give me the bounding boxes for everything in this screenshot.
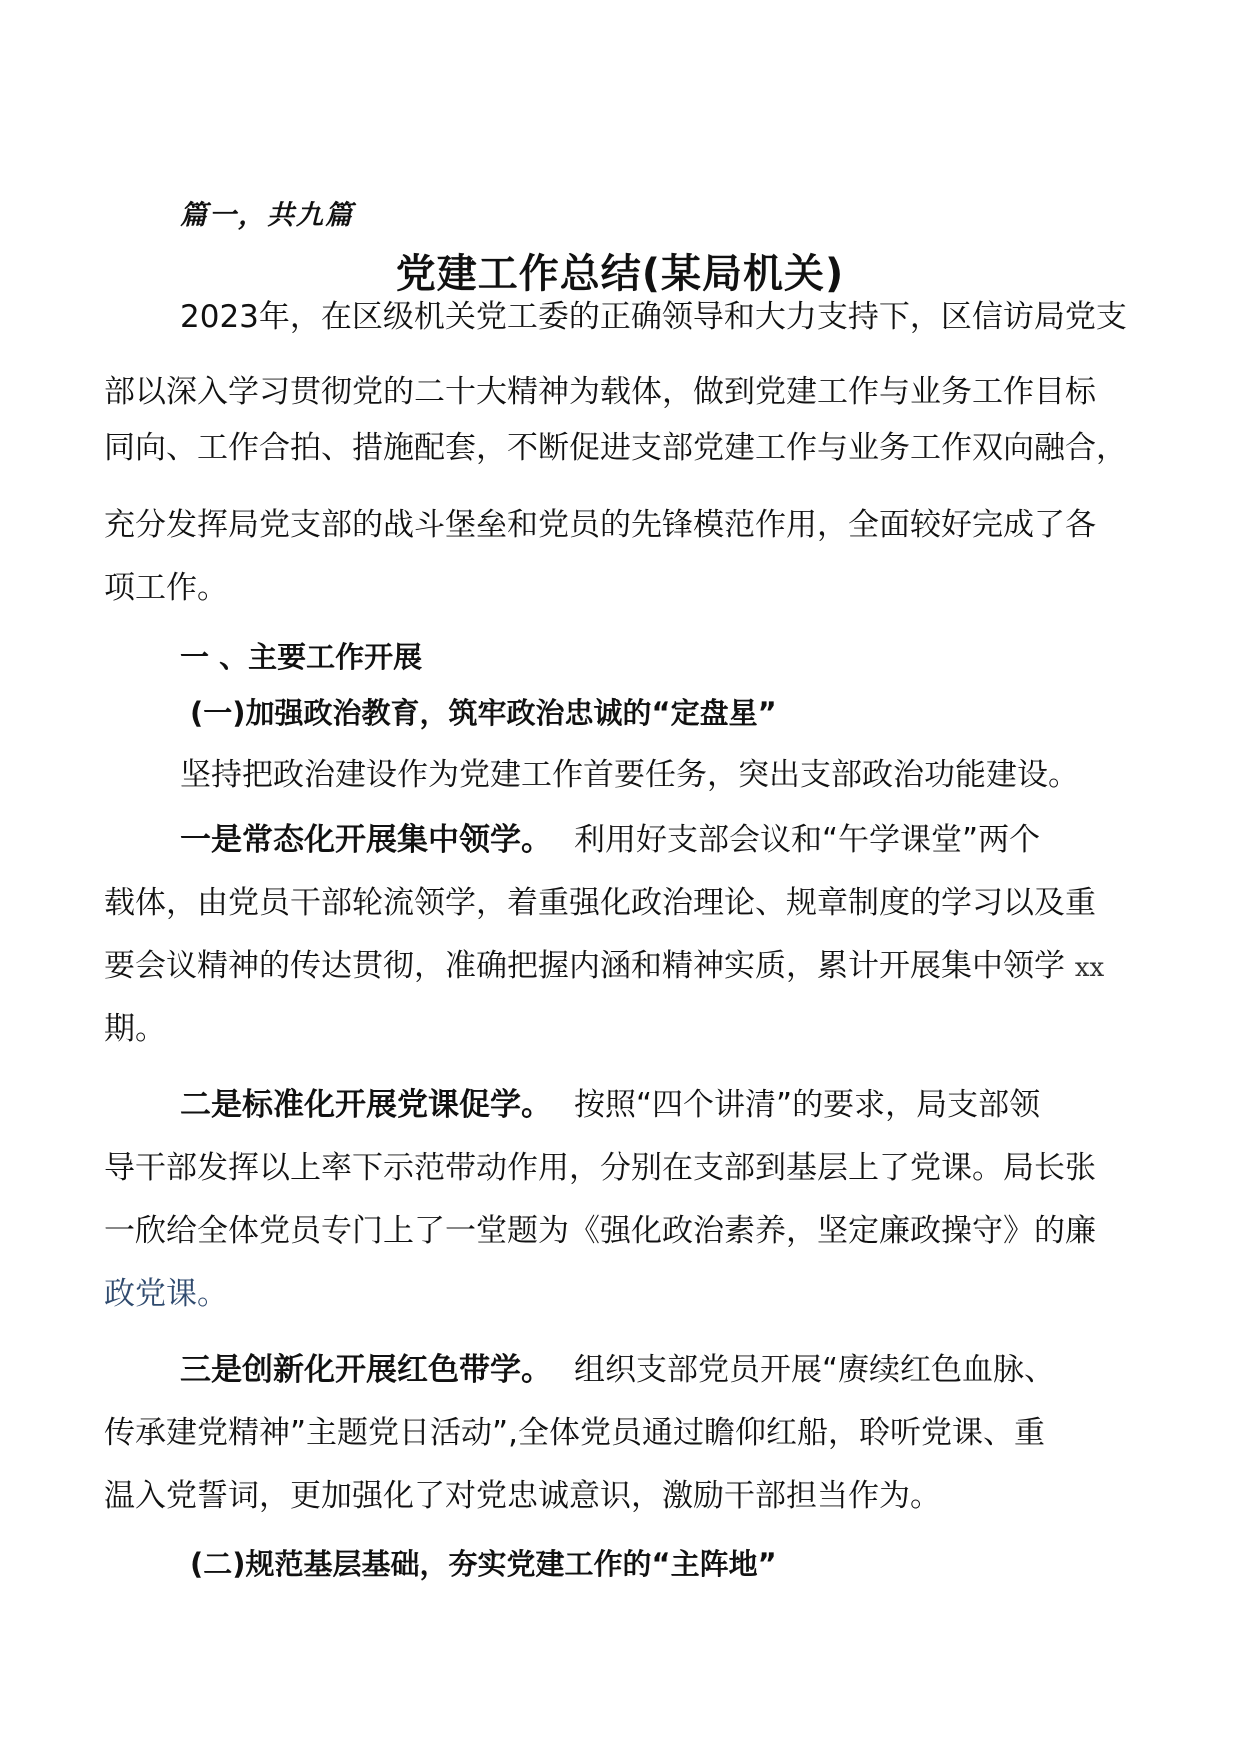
intro-line-3: 同向、工作合拍、措施配套，不断促进支部党建工作与业务工作双向融合， — [104, 430, 1127, 466]
intro-line-1: 2023年，在区级机关党工委的正确领导和大力支持下，区信访局党支 — [180, 299, 1127, 335]
intro-line-4: 充分发挥局党支部的战斗堡垒和党员的先锋模范作用，全面较好完成了各 — [104, 507, 1096, 543]
intro-line-2: 部以深入学习贯彻党的二十大精神为载体，做到党建工作与业务工作目标 — [104, 374, 1096, 410]
section-heading-1: 一 、主要工作开展 — [180, 640, 423, 674]
subsection-intro-1: 坚持把政治建设作为党建工作首要任务，突出支部政治功能建设。 — [180, 757, 1079, 793]
subsection-heading-2: (二)规范基层基础，夯实党建工作的“主阵地” — [190, 1547, 777, 1581]
item-3-line-1 — [180, 1350, 1055, 1390]
document-title: 党建工作总结(某局机关) — [395, 251, 845, 297]
item-2-text: 按照“四个讲清”的要求，局支部领 — [574, 1087, 1041, 1123]
item-2-line-4: 政党课。 — [104, 1276, 228, 1312]
item-2-line-1 — [180, 1085, 1040, 1125]
item-3-line-2: 传承建党精神”主题党日活动”,全体党员通过瞻仰红船，聆听党课、重 — [104, 1415, 1045, 1451]
session-count: xx — [1074, 953, 1105, 983]
item-1-line-3 — [104, 946, 1104, 988]
intro-line-5: 项工作。 — [104, 570, 228, 606]
item-3-text: 组织支部党员开展“赓续红色血脉、 — [574, 1352, 1056, 1388]
item-2-line-2: 导干部发挥以上率下示范带动作用，分别在支部到基层上了党课。局长张 — [104, 1150, 1096, 1186]
item-1-line-1 — [180, 820, 1040, 860]
item-3-lead: 三是创新化开展红色带学。 — [180, 1352, 552, 1388]
subsection-heading-1: (一)加强政治教育，筑牢政治忠诚的“定盘星” — [190, 696, 777, 730]
item-2-line-3: 一欣给全体党员专门上了一堂题为《强化政治素养，坚定廉政操守》的廉 — [104, 1213, 1096, 1249]
item-1-line-3-text: 要会议精神的传达贯彻，准确把握内涵和精神实质，累计开展集中领学 — [104, 948, 1065, 984]
series-label: 篇一，共九篇 — [180, 200, 354, 231]
item-1-lead: 一是常态化开展集中领学。 — [180, 822, 552, 858]
item-1-line-2: 载体，由党员干部轮流领学，着重强化政治理论、规章制度的学习以及重 — [104, 885, 1096, 921]
item-1-line-4: 期。 — [104, 1011, 166, 1047]
item-3-line-3: 温入党誓词，更加强化了对党忠诚意识，激励干部担当作为。 — [104, 1478, 941, 1514]
item-2-lead: 二是标准化开展党课促学。 — [180, 1087, 552, 1123]
item-1-text: 利用好支部会议和“午学课堂”两个 — [574, 822, 1041, 858]
